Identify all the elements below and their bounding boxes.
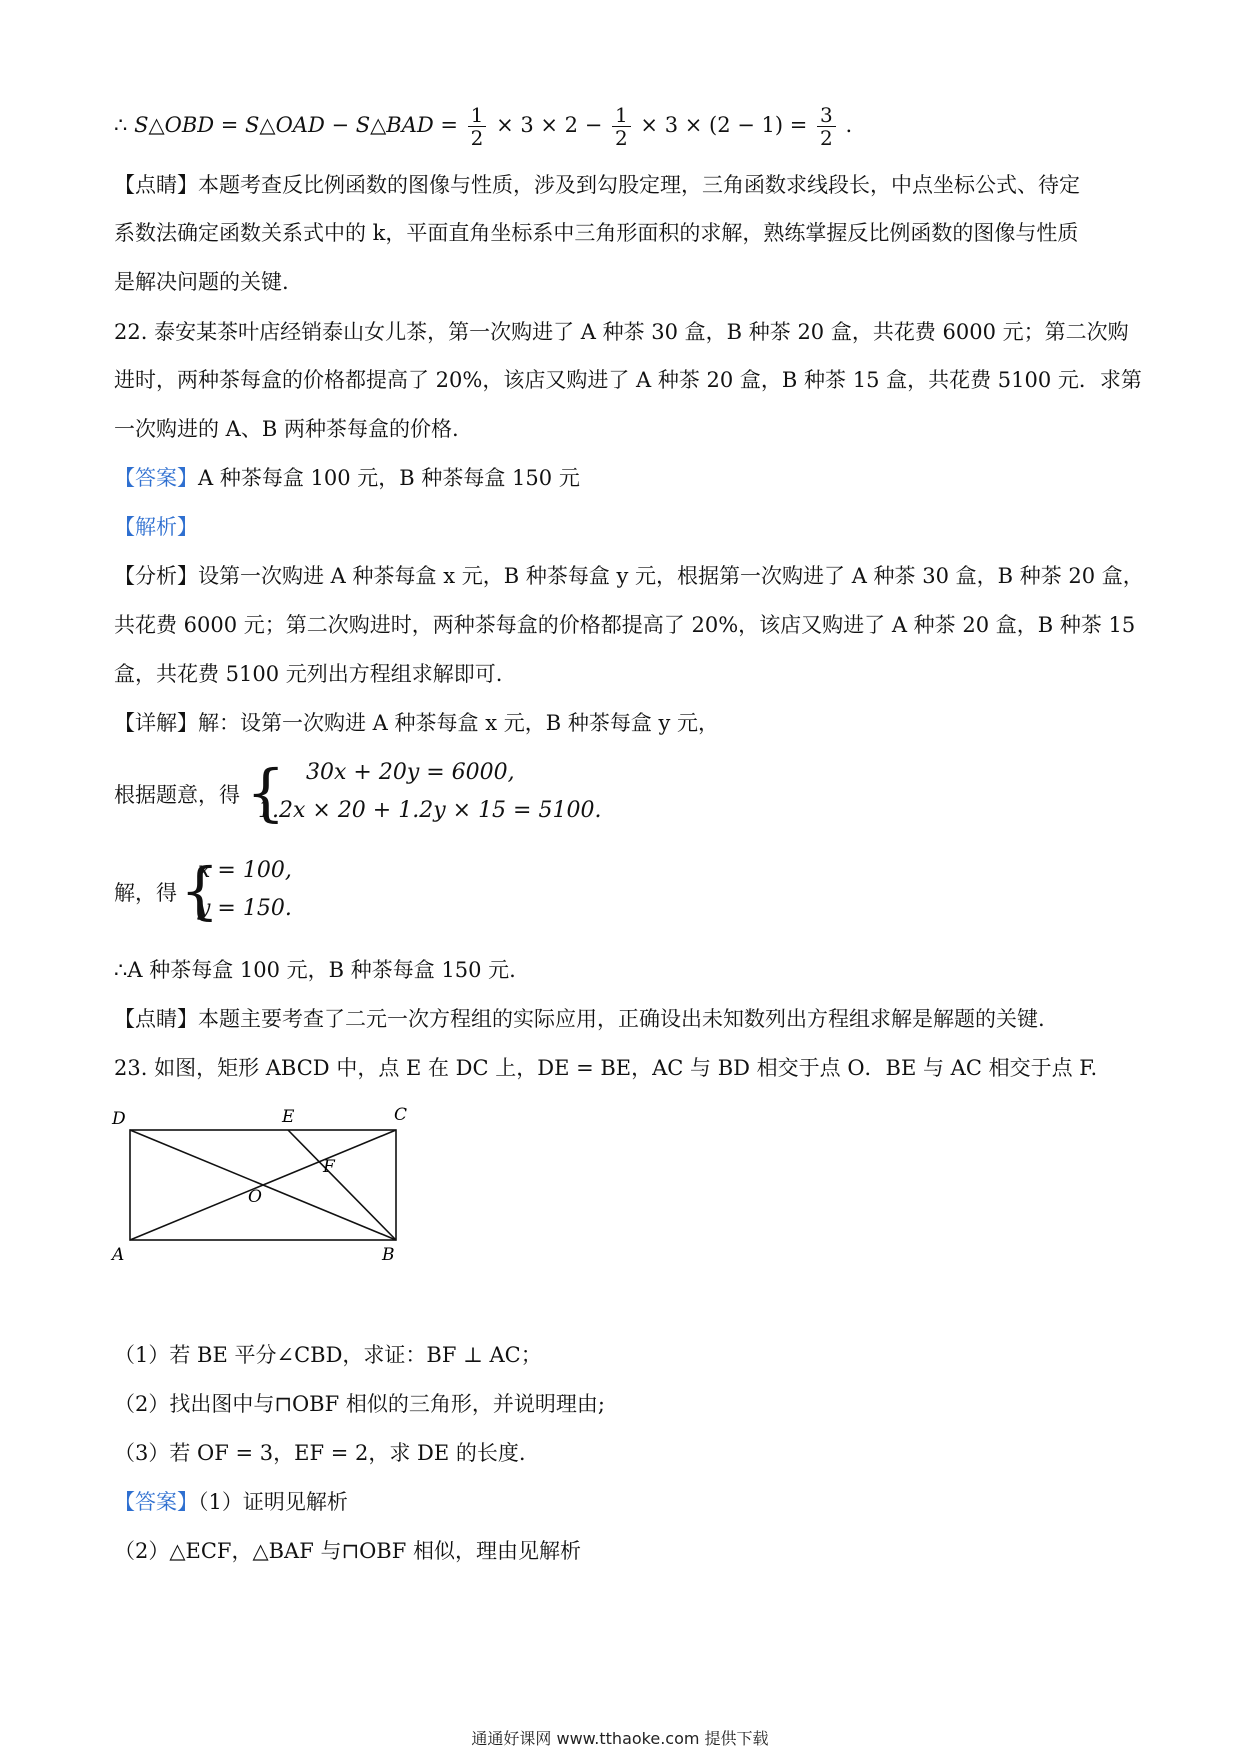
area-formula: ∴ S△OBD = S△OAD − S△BAD = $\frac{1}{2}$ × 3 × 2 − $\frac{1}{2}$ × 3 × (2 − 1) = $\frac{3}{2}$ . (114, 103, 853, 150)
q21-comment-line3: 是解决问题的关键. (114, 270, 289, 294)
fraction-3: $\frac{3}{2}$ (817, 104, 836, 149)
q22-comment: 【点睛】本题主要考查了二元一次方程组的实际应用，正确设出未知数列出方程组求解是解题的关键. (114, 1007, 1045, 1031)
q23-sub2: （2）找出图中与⊓OBF 相似的三角形，并说明理由; (114, 1392, 605, 1416)
rectangle-figure (110, 1100, 430, 1280)
q23-answer2: （2）△ECF，△BAF 与⊓OBF 相似，理由见解析 (114, 1539, 581, 1563)
label-o: O (248, 1187, 262, 1207)
q22-question-line1: 22. 泰安某茶叶店经销泰山女儿茶，第一次购进了 A 种茶 30 盒，B 种茶 20 盒，共花费 6000 元；第二次购 (114, 320, 1129, 344)
formula-lhs: S△OBD = S△OAD − S△BAD = (134, 113, 458, 137)
q22-question-line2: 进时，两种茶每盒的价格都提高了 20%，该店又购进了 A 种茶 20 盒，B 种茶 15 盒，共花费 5100 元．求第 (114, 368, 1142, 392)
system1-label: 根据题意，得 (114, 783, 240, 807)
system2-eq1: x = 100, (198, 858, 292, 883)
system1-eq1: 30x + 20y = 6000, (306, 760, 515, 785)
page-footer: 通通好课网 www.tthaoke.com 提供下载 (471, 1729, 769, 1748)
q22-fenxi-line2: 共花费 6000 元；第二次购进时，两种茶每盒的价格都提高了 20%，该店又购进了 A 种茶 20 盒，B 种茶 15 (114, 613, 1136, 637)
q21-comment-line1: 【点睛】本题考查反比例函数的图像与性质，涉及到勾股定理，三角函数求线段长，中点坐标公式、待定 (114, 173, 1080, 197)
comment-tag: 【点睛】 (114, 173, 198, 197)
q23-question-line1: 23. 如图，矩形 ABCD 中，点 E 在 DC 上，DE = BE，AC 与 BD 相交于点 O．BE 与 AC 相交于点 F. (114, 1056, 1098, 1080)
system1-eq2: 1.2x × 20 + 1.2y × 15 = 5100. (258, 798, 602, 823)
answer-tag: 【答案】 (114, 466, 198, 490)
answer-tag: 【答案】 (114, 1490, 198, 1514)
fraction-1: $\frac{1}{2}$ (468, 104, 487, 149)
system2-label: 解，得 (114, 881, 177, 905)
q22-conclusion: ∴A 种茶每盒 100 元，B 种茶每盒 150 元. (114, 958, 516, 982)
label-c: C (394, 1105, 408, 1125)
label-f: F (323, 1157, 335, 1177)
label-b: B (382, 1245, 395, 1265)
label-a: A (112, 1245, 125, 1265)
system1-brace: { (246, 756, 286, 829)
equation-system-2 (114, 856, 514, 932)
system2-brace: { (180, 854, 220, 927)
fraction-2: $\frac{1}{2}$ (612, 104, 631, 149)
system2-eq2: y = 150. (198, 896, 292, 921)
equation-system-1 (114, 758, 714, 834)
q22-fenxi-line1: 【分析】设第一次购进 A 种茶每盒 x 元，B 种茶每盒 y 元，根据第一次购进了 A 种茶 30 盒，B 种茶 20 盒， (114, 564, 1144, 588)
q22-fenxi-line3: 盒，共花费 5100 元列出方程组求解即可. (114, 662, 503, 686)
q22-detail-line1: 【详解】解：设第一次购进 A 种茶每盒 x 元，B 种茶每盒 y 元， (114, 711, 720, 735)
q22-answer: 【答案】A 种茶每盒 100 元，B 种茶每盒 150 元 (114, 466, 580, 490)
q23-sub1: （1）若 BE 平分∠CBD，求证：BF ⊥ AC； (114, 1343, 542, 1367)
segment-be (288, 1130, 396, 1240)
q22-analysis-tag: 【解析】 (114, 515, 198, 539)
q23-answer1: 【答案】（1）证明见解析 (114, 1490, 348, 1514)
q23-sub3: （3）若 OF = 3，EF = 2，求 DE 的长度. (114, 1441, 526, 1465)
label-e: E (282, 1107, 295, 1127)
q21-comment-line2: 系数法确定函数关系式中的 k，平面直角坐标系中三角形面积的求解，熟练掌握反比例函数的图像与性质 (114, 221, 1079, 245)
label-d: D (112, 1109, 126, 1129)
q22-question-line3: 一次购进的 A、B 两种茶每盒的价格. (114, 417, 459, 441)
